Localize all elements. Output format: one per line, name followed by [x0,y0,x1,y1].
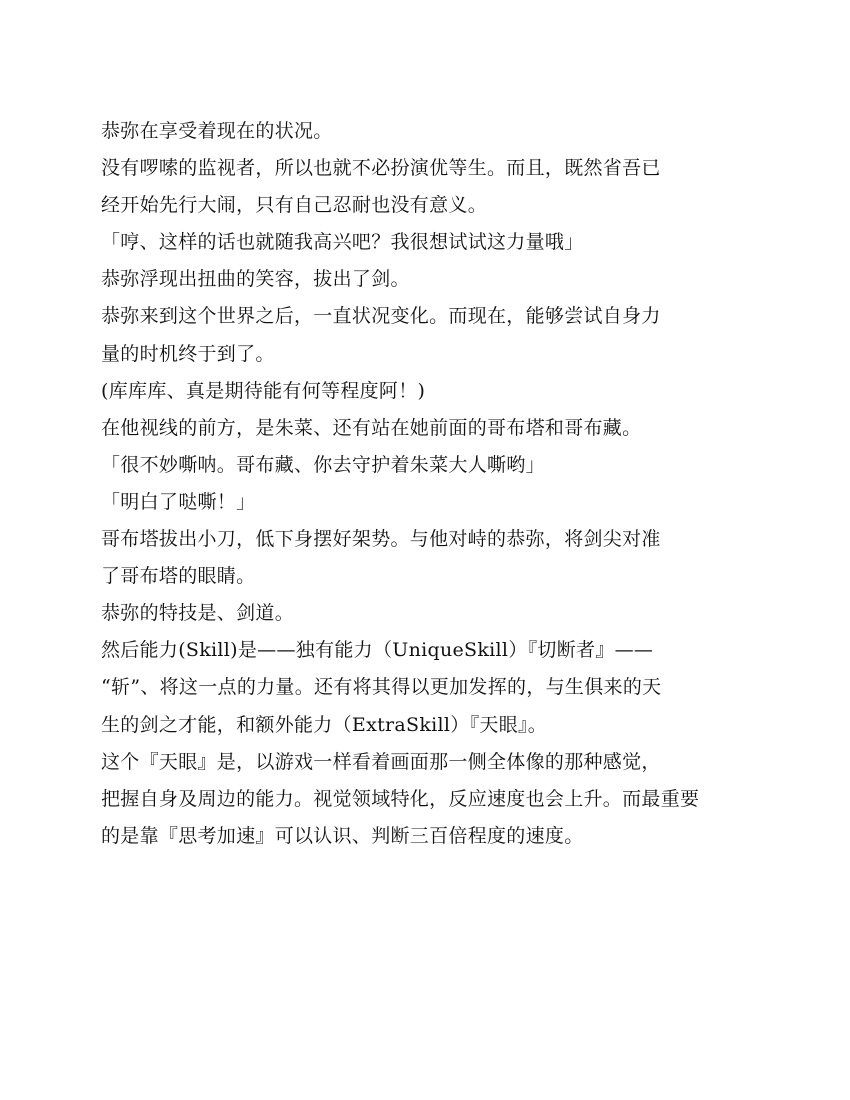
text-line: 经开始先行大闹，只有自己忍耐也没有意义。 [101,194,488,217]
text-line: 量的时机终于到了。 [101,342,275,365]
text-line: 哥布塔拔出小刀，低下身摆好架势。与他对峙的恭弥，将剑尖对准 [101,528,661,551]
text-line: “斩”、将这一点的力量。还有将其得以更加发挥的，与生俱来的天 [101,676,662,699]
text-line: 生的剑之才能，和额外能力（ExtraSkill）『天眼』。 [101,713,548,736]
body-text [101,113,751,855]
text-line: 没有啰嗦的监视者，所以也就不必扮演优等生。而且，既然省吾已 [101,157,661,180]
text-line: 了哥布塔的眼睛。 [101,565,256,588]
text-line: (库库库、真是期待能有何等程度阿！) [101,379,426,402]
text-line: 在他视线的前方，是朱菜、还有站在她前面的哥布塔和哥布藏。 [101,416,642,439]
text-line: 恭弥浮现出扭曲的笑容，拔出了剑。 [101,268,410,291]
text-line: 然后能力(Skill)是——独有能力（UniqueSkill）『切断者』—— [101,639,654,662]
text-line: 恭弥来到这个世界之后，一直状况变化。而现在，能够尝试自身力 [101,305,661,328]
text-line: 「明白了哒嘶！」 [101,490,256,513]
text-line: 这个『天眼』是，以游戏一样看着画面那一侧全体像的那种感觉， [101,750,661,773]
text-line: 的是靠『思考加速』可以认识、判断三百倍程度的速度。 [101,824,584,847]
text-line: 恭弥在享受着现在的状况。 [101,120,333,142]
text-line: 恭弥的特技是、剑道。 [101,602,295,625]
text-line: 「很不妙嘶呐。哥布藏、你去守护着朱菜大人嘶哟」 [101,453,545,476]
text-line: 把握自身及周边的能力。视觉领域特化，反应速度也会上升。而最重要 [101,787,700,810]
text-line: 「哼、这样的话也就随我高兴吧？我很想试试这力量哦」 [101,231,584,254]
